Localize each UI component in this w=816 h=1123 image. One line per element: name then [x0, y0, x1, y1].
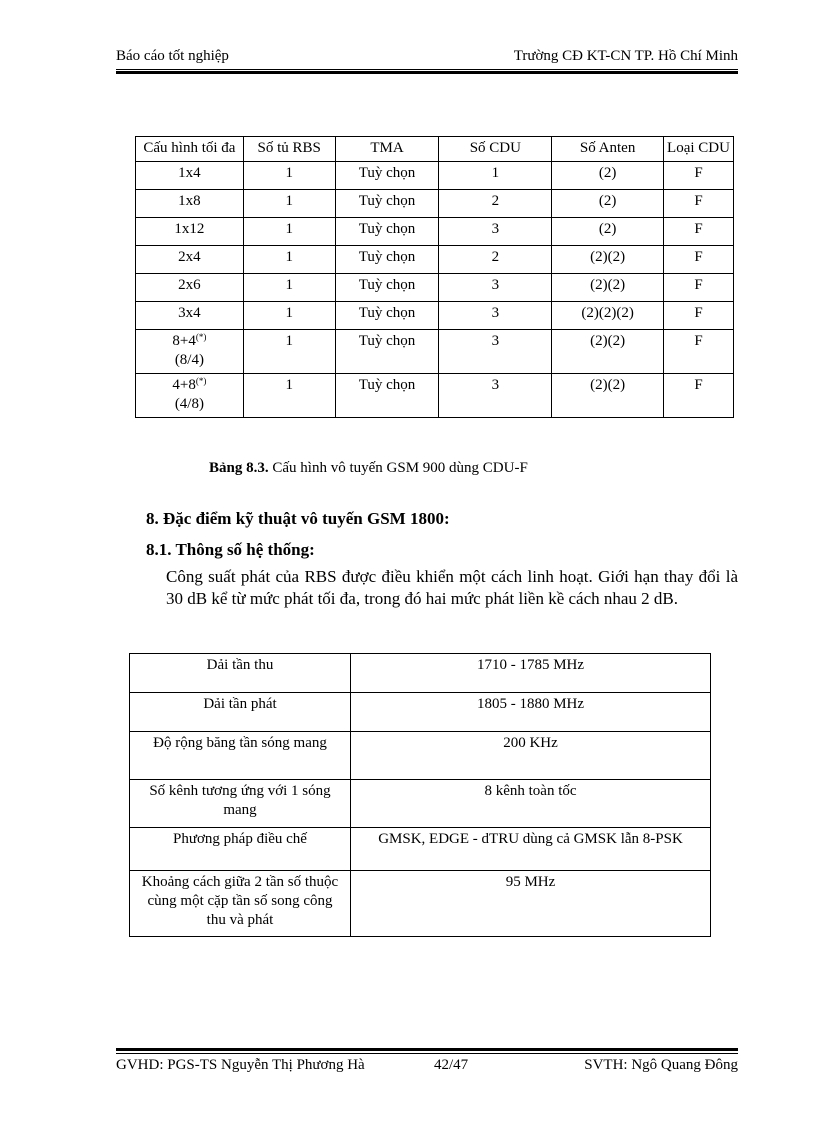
cell-cdu: 2: [439, 190, 552, 218]
caption-label: Bảng 8.3.: [209, 460, 269, 476]
cell-tma: Tuỳ chọn: [335, 274, 439, 302]
page-footer: [116, 1057, 738, 1077]
table-caption: [209, 460, 528, 477]
cell-cdu-type: F: [664, 274, 734, 302]
header-school-name: Trường CĐ KT-CN TP. Hồ Chí Minh: [513, 48, 738, 64]
table-row: [136, 162, 734, 190]
header-rule-thick: [116, 71, 738, 74]
table-row: [136, 330, 734, 374]
cell-cdu-type: F: [664, 190, 734, 218]
subsection-heading: 8.1. Thông số hệ thống:: [146, 540, 315, 559]
cell-rbs: 1: [243, 162, 335, 190]
cell-config: 1x4: [136, 162, 244, 190]
table-row: [130, 828, 711, 871]
cell-tma: Tuỳ chọn: [335, 302, 439, 330]
cell-cdu: 1: [439, 162, 552, 190]
body-paragraph: Công suất phát của RBS được điều khiển một cách linh hoạt. Giới hạn thay đổi là 30 dB kể từ mức phát tối đa, trong đó hai mức phát liền kề cách nhau 2 dB.: [166, 567, 738, 608]
gsm900-config-table: [135, 136, 734, 418]
caption-text: Cấu hình vô tuyến GSM 900 dùng CDU-F: [268, 460, 528, 476]
cell-antenna: (2)(2): [552, 246, 664, 274]
cell-antenna: (2): [552, 190, 664, 218]
footer-page-number: 42/47: [434, 1057, 469, 1073]
cell-parameter: Phương pháp điều chế: [130, 828, 351, 871]
cell-cdu: 3: [439, 330, 552, 374]
cell-value: GMSK, EDGE - dTRU dùng cả GMSK lẫn 8-PSK: [351, 828, 711, 871]
table-row: [136, 274, 734, 302]
cell-tma: Tuỳ chọn: [335, 246, 439, 274]
cell-rbs: 1: [243, 374, 335, 418]
table-row: [130, 871, 711, 937]
cell-config: 3x4: [136, 302, 244, 330]
cell-cdu: 3: [439, 302, 552, 330]
cell-tma: Tuỳ chọn: [335, 162, 439, 190]
cell-config: 1x8: [136, 190, 244, 218]
cell-config: 2x4: [136, 246, 244, 274]
table-row: [130, 693, 711, 732]
cell-antenna: (2)(2): [552, 274, 664, 302]
cell-rbs: 1: [243, 274, 335, 302]
cell-parameter: Dải tần thu: [130, 654, 351, 693]
header-report-title: Báo cáo tốt nghiệp: [116, 48, 229, 64]
section-heading: 8. Đặc điểm kỹ thuật vô tuyến GSM 1800:: [146, 509, 450, 528]
footer-rule-thin: [116, 1053, 738, 1054]
header-cdu-type: Loại CDU: [664, 137, 734, 162]
cell-antenna: (2): [552, 218, 664, 246]
cell-cdu-type: F: [664, 218, 734, 246]
cell-value: 95 MHz: [351, 871, 711, 937]
cell-rbs: 1: [243, 190, 335, 218]
cell-cdu: 3: [439, 218, 552, 246]
cell-value: 1805 - 1880 MHz: [351, 693, 711, 732]
cell-rbs: 1: [243, 218, 335, 246]
cell-cdu-type: F: [664, 246, 734, 274]
cell-cdu-type: F: [664, 302, 734, 330]
cell-antenna: (2): [552, 162, 664, 190]
header-tma: TMA: [335, 137, 439, 162]
table-row: [136, 302, 734, 330]
cell-antenna: (2)(2): [552, 374, 664, 418]
cell-tma: Tuỳ chọn: [335, 374, 439, 418]
cell-config: 4+8(*) (4/8): [136, 374, 244, 418]
header-rule-thin: [116, 69, 738, 70]
cell-rbs: 1: [243, 302, 335, 330]
cell-value: 200 KHz: [351, 732, 711, 780]
cell-parameter: Dải tần phát: [130, 693, 351, 732]
cell-tma: Tuỳ chọn: [335, 190, 439, 218]
cell-cdu-type: F: [664, 374, 734, 418]
cell-antenna: (2)(2)(2): [552, 302, 664, 330]
header-max-config: Cấu hình tối đa: [136, 137, 244, 162]
cell-parameter: Khoảng cách giữa 2 tần số thuộc cùng một cặp tần số song công thu và phát: [130, 871, 351, 937]
table-row: [130, 654, 711, 693]
cell-cdu: 3: [439, 374, 552, 418]
cell-rbs: 1: [243, 246, 335, 274]
footer-supervisor: GVHD: PGS-TS Nguyễn Thị Phương Hà: [116, 1057, 365, 1073]
table-row: [136, 374, 734, 418]
cell-config: 8+4(*) (8/4): [136, 330, 244, 374]
cell-cdu-type: F: [664, 162, 734, 190]
cell-parameter: Độ rộng băng tần sóng mang: [130, 732, 351, 780]
cell-rbs: 1: [243, 330, 335, 374]
cell-tma: Tuỳ chọn: [335, 218, 439, 246]
table-row: [136, 190, 734, 218]
cell-tma: Tuỳ chọn: [335, 330, 439, 374]
header-cdu-count: Số CDU: [439, 137, 552, 162]
cell-value: 8 kênh toàn tốc: [351, 780, 711, 828]
cell-cdu: 2: [439, 246, 552, 274]
page-header: [116, 48, 738, 68]
table-row: [136, 246, 734, 274]
cell-cdu: 3: [439, 274, 552, 302]
footer-student: SVTH: Ngô Quang Đông: [584, 1057, 738, 1073]
cell-parameter: Số kênh tương ứng với 1 sóng mang: [130, 780, 351, 828]
table-row: [136, 218, 734, 246]
table-row: [130, 732, 711, 780]
cell-cdu-type: F: [664, 330, 734, 374]
footer-rule-thick: [116, 1048, 738, 1051]
table-row: [130, 780, 711, 828]
cell-config: 1x12: [136, 218, 244, 246]
gsm1800-spec-table: [129, 653, 711, 937]
cell-config: 2x6: [136, 274, 244, 302]
header-rbs-count: Số tủ RBS: [243, 137, 335, 162]
cell-value: 1710 - 1785 MHz: [351, 654, 711, 693]
header-antenna-count: Số Anten: [552, 137, 664, 162]
cell-antenna: (2)(2): [552, 330, 664, 374]
table-header-row: [136, 137, 734, 162]
